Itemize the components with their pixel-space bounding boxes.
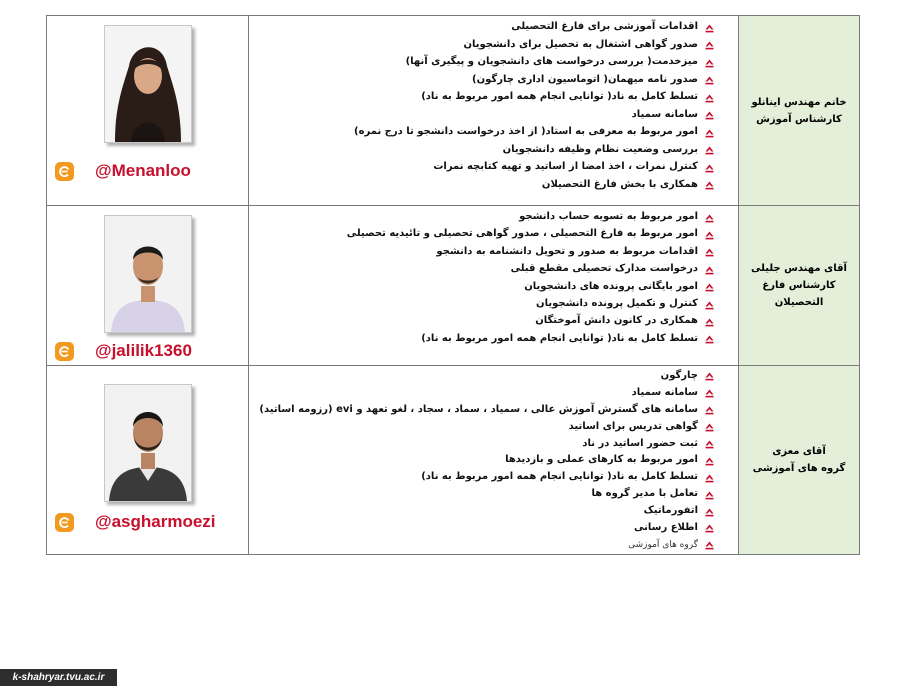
list-item: سامانه های گسترش آموزش عالی ، سمیاد ، سماد ، سجاد ، لغو تعهد و evi (رزومه اساتید) <box>249 402 738 419</box>
role-name: آقای معزی <box>772 445 826 457</box>
list-item: صدور گواهی اشتغال به تحصیل برای دانشجویان <box>249 36 738 54</box>
list-item: اطلاع رسانی <box>249 520 738 537</box>
portrait-photo <box>104 25 192 143</box>
list-item: میزخدمت( بررسی درخواست های دانشجویان و پیگیری آنها) <box>249 53 738 71</box>
red-arrow-icon <box>705 57 714 66</box>
list-item: درخواست مدارک تحصیلی مقطع قبلی <box>249 260 738 277</box>
staff-row <box>47 16 860 206</box>
red-arrow-icon <box>705 229 714 238</box>
list-item: امور مربوط به تسویه حساب دانشجو <box>249 208 738 225</box>
red-arrow-icon <box>705 299 714 308</box>
list-item: اقدامات آموزشی برای فارغ التحصیلی <box>249 18 738 36</box>
role-cell <box>739 366 860 555</box>
red-arrow-icon <box>705 109 714 118</box>
role-cell <box>739 206 860 366</box>
duties-cell <box>249 16 739 206</box>
red-arrow-icon <box>705 473 714 482</box>
list-item: اقدامات مربوط به صدور و تحویل دانشنامه به دانشجو <box>249 243 738 260</box>
staff-row <box>47 366 860 555</box>
handle-row <box>55 340 240 364</box>
red-arrow-icon <box>705 74 714 83</box>
handle-link[interactable]: @asgharmoezi <box>95 512 216 531</box>
portrait-photo <box>104 384 192 502</box>
red-arrow-icon <box>705 490 714 499</box>
list-item: ثبت حضور اساتید در ناد <box>249 436 738 453</box>
red-arrow-icon <box>705 422 714 431</box>
list-item: امور مربوط به معرفی به استاد( از اخذ درخواست دانشجو تا درج نمره) <box>249 123 738 141</box>
red-arrow-icon <box>705 246 714 255</box>
staff-table <box>46 15 860 555</box>
red-arrow-icon <box>705 162 714 171</box>
red-arrow-icon <box>705 439 714 448</box>
role-title: کارشناس فارغ التحصیلان <box>762 280 836 308</box>
red-arrow-icon <box>705 507 714 516</box>
list-item: گروه های آموزشی <box>249 537 738 554</box>
eitaa-icon <box>55 162 74 181</box>
role-title: کارشناس آموزش <box>756 113 842 125</box>
list-item: گواهی تدریس برای اساتید <box>249 419 738 436</box>
role-name: آقای مهندس جلیلی <box>751 263 847 274</box>
list-item: تسلط کامل به ناد( توانایی انجام همه امور مربوط به ناد) <box>249 469 738 486</box>
role-title: گروه های آموزشی <box>752 462 846 474</box>
list-item: امور مربوط به فارغ التحصیلی ، صدور گواهی تحصیلی و تائیدیه تحصیلی <box>249 225 738 242</box>
red-arrow-icon <box>705 405 714 414</box>
red-arrow-icon <box>705 371 714 380</box>
handle-row <box>55 160 240 184</box>
site-link[interactable]: k-shahryar.tvu.ac.ir <box>0 669 117 686</box>
list-item: کنترل نمرات ، اخذ امضا از اساتید و تهیه کتابچه نمرات <box>249 158 738 176</box>
list-item: کنترل و تکمیل پرونده دانشجویان <box>249 295 738 312</box>
handle-link[interactable]: @Menanloo <box>95 161 191 180</box>
red-arrow-icon <box>705 39 714 48</box>
eitaa-icon <box>55 342 74 361</box>
red-arrow-icon <box>705 92 714 101</box>
duties-cell <box>249 366 739 555</box>
handle-link[interactable]: @jalilik1360 <box>95 341 192 360</box>
list-item: همکاری در کانون دانش آموختگان <box>249 312 738 329</box>
role-cell <box>739 16 860 206</box>
red-arrow-icon <box>705 22 714 31</box>
role-name: خانم مهندس اینانلو <box>751 96 847 108</box>
handle-row <box>55 511 240 535</box>
list-item: چارگون <box>249 368 738 385</box>
red-arrow-icon <box>705 264 714 273</box>
photo-cell <box>47 16 249 206</box>
list-item: تسلط کامل به ناد( توانایی انجام همه امور مربوط به ناد) <box>249 88 738 106</box>
duties-list <box>249 206 738 347</box>
list-item: تعامل با مدیر گروه ها <box>249 486 738 503</box>
list-item: تسلط کامل به ناد( توانایی انجام همه امور مربوط به ناد) <box>249 330 738 347</box>
photo-cell <box>47 366 249 555</box>
red-arrow-icon <box>705 388 714 397</box>
red-arrow-icon <box>705 523 714 532</box>
list-item: سامانه سمیاد <box>249 385 738 402</box>
list-item: همکاری با بخش فارغ التحصیلان <box>249 176 738 194</box>
list-item: اتفورماتیک <box>249 503 738 520</box>
duties-list <box>249 366 738 554</box>
list-item: امور مربوط به کارهای عملی و بازدیدها <box>249 452 738 469</box>
red-arrow-icon <box>705 127 714 136</box>
staff-row <box>47 206 860 366</box>
red-arrow-icon <box>705 333 714 342</box>
red-arrow-icon <box>705 316 714 325</box>
duties-list <box>249 16 738 193</box>
red-arrow-icon <box>705 540 714 549</box>
duties-cell <box>249 206 739 366</box>
red-arrow-icon <box>705 144 714 153</box>
photo-cell <box>47 206 249 366</box>
list-item: امور بایگانی پرونده های دانشجویان <box>249 278 738 295</box>
red-arrow-icon <box>705 281 714 290</box>
eitaa-icon <box>55 513 74 532</box>
red-arrow-icon <box>705 179 714 188</box>
list-item: بررسی وضعیت نظام وظیفه دانشجویان <box>249 141 738 159</box>
portrait-photo <box>104 215 192 333</box>
list-item: صدور نامه میهمان( اتوماسیون اداری چارگون) <box>249 71 738 89</box>
list-item: سامانه سمیاد <box>249 106 738 124</box>
red-arrow-icon <box>705 456 714 465</box>
red-arrow-icon <box>705 212 714 221</box>
